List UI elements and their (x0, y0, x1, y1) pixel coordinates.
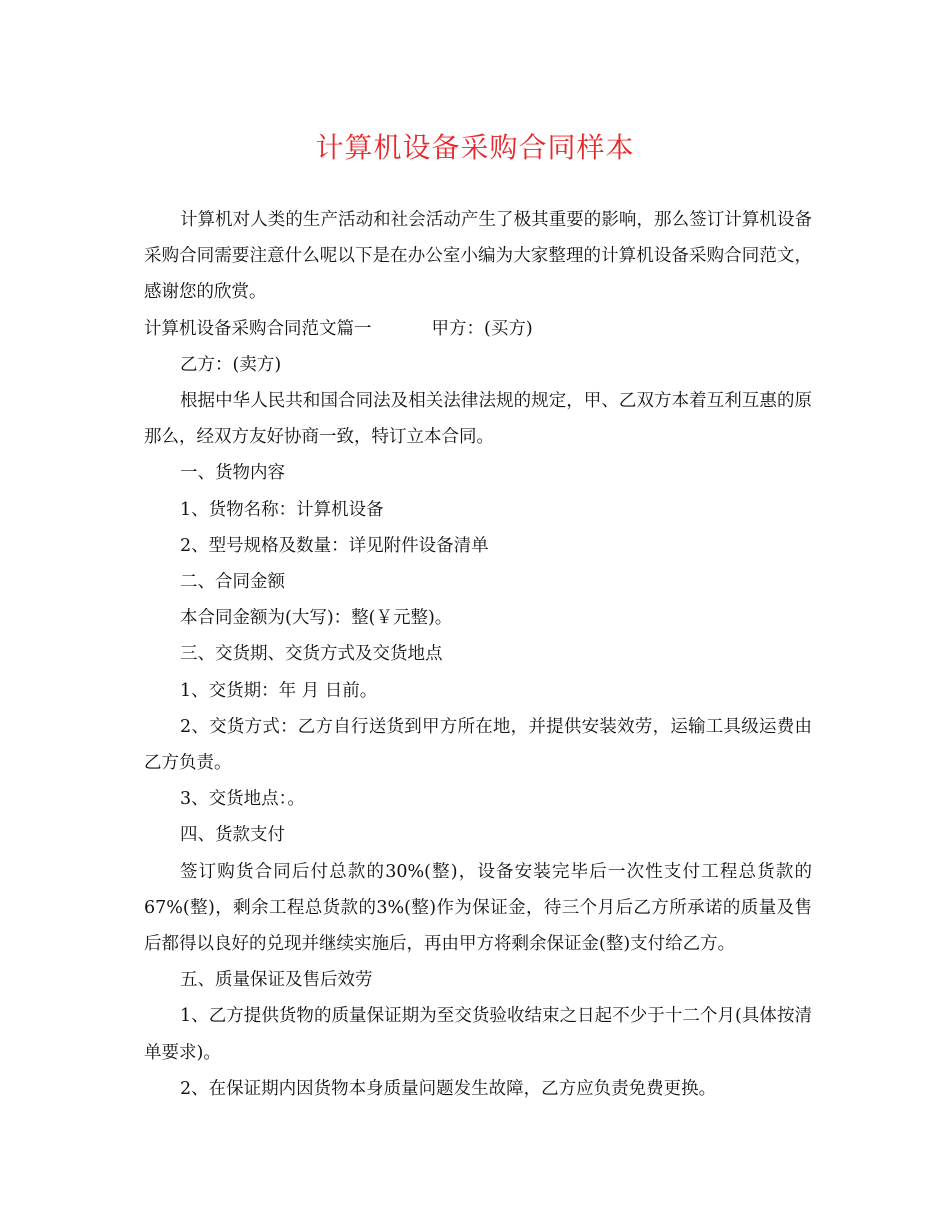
section-5-item-2: 2、在保证期内因货物本身质量问题发生故障，乙方应负责免费更换。 (180, 1078, 717, 1099)
section-3-heading: 三、交货期、交货方式及交货地点 (180, 644, 443, 665)
section-1-item-2: 2、型号规格及数量：详见附件设备清单 (180, 535, 489, 556)
party-a: 甲方：(买方) (431, 318, 533, 339)
section-3-item-3: 3、交货地点：。 (180, 789, 305, 810)
section-1-heading: 一、货物内容 (180, 463, 285, 484)
document-title: 计算机设备采购合同样本 (315, 131, 635, 164)
sample-heading: 计算机设备采购合同范文篇一 (144, 318, 372, 339)
document-body (144, 202, 812, 1107)
section-5-item-1: 1、乙方提供货物的质量保证期为至交货验收结束之日起不少于十二个月(具体按清单要求)。 (144, 1006, 812, 1063)
section-4-text: 签订购货合同后付总款的30%(整)，设备安装完毕后一次性支付工程总货款的67%(整)，剩余工程总货款的3%(整)作为保证金，待三个月后乙方所承诺的质量及售后都得以良好的兑现并继续实施后，再由甲方将剩余保证金(整)支付给乙方。 (144, 861, 812, 955)
party-b: 乙方：(卖方) (180, 354, 282, 375)
preamble-paragraph: 根据中华人民共和国合同法及相关法律法规的规定，甲、乙双方本着互利互惠的原那么，经双方友好协商一致，特订立本合同。 (144, 391, 812, 448)
section-2-heading: 二、合同金额 (180, 572, 285, 593)
section-4-heading: 四、货款支付 (180, 825, 285, 846)
section-3-item-2: 2、交货方式：乙方自行送货到甲方所在地，并提供安装效劳，运输工具级运费由乙方负责。 (144, 716, 812, 774)
section-1-item-1: 1、货物名称：计算机设备 (180, 499, 384, 520)
intro-paragraph: 计算机对人类的生产活动和社会活动产生了极其重要的影响，那么签订计算机设备采购合同需要注意什么呢以下是在办公室小编为大家整理的计算机设备采购合同范文，感谢您的欣赏。 (144, 210, 812, 303)
section-3-item-1: 1、交货期：年 月 日前。 (180, 680, 378, 701)
section-5-heading: 五、质量保证及售后效劳 (180, 970, 373, 991)
section-2-text: 本合同金额为(大写)：整(￥元整)。 (180, 608, 453, 629)
sample-heading-line (144, 311, 812, 347)
